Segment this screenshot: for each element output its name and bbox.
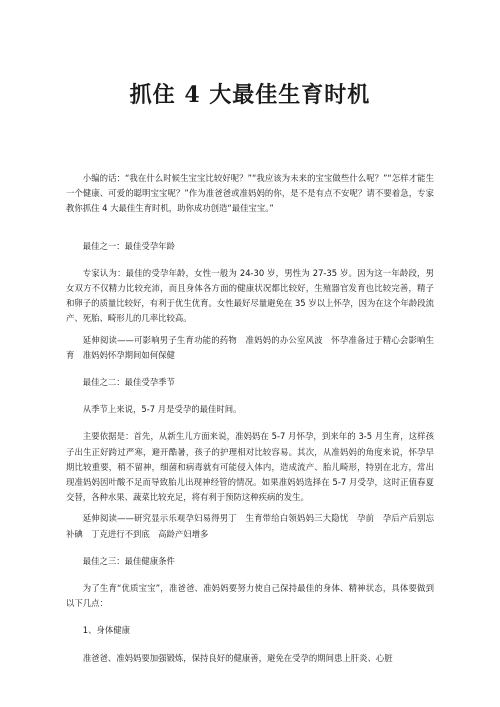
page-title: 抓住 4 大最佳生育时机	[129, 82, 371, 108]
section-2-heading: 最佳之二：最佳受孕季节	[82, 377, 175, 388]
section-1-heading: 最佳之一：最佳受孕年龄	[82, 240, 175, 251]
section-3-body: 为了生育“优质宝宝”，准爸爸、准妈妈要努力使自己保持最佳的身体、精神状态，具体要做到以下几点：	[66, 583, 434, 609]
section-2-related-links: 延伸阅读——研究显示乐观孕妇易得男丁 生育带给白领妈妈三大隐忧 孕前 孕后产后别忘补碘 丁克进行不到底 高龄产妇增多	[66, 513, 434, 539]
section-1-related-links: 延伸阅读——可影响男子生育功能的药物 准妈妈的办公室风波 怀孕准备过于精心会影响生育 准妈妈怀孕期间如何保健	[66, 334, 434, 360]
section-3-heading: 最佳之三：最佳健康条件	[82, 555, 175, 566]
intro-paragraph: 小编的话：“我在什么时候生宝宝比较好呢？”“我应该为未来的宝宝做些什么呢？”“怎样才能生一个健康、可爱的聪明宝宝呢？”作为准爸爸或准妈妈的你，是不是有点不安呢？请不要着急，专家教你抓住 4 大最佳生育时机，助你成功创造“最佳宝宝。”	[66, 173, 434, 214]
section-3-item-1-heading: 1、身体健康	[82, 625, 130, 636]
section-2-body-2: 主要依据是：首先，从新生儿方面来说，准妈妈在 5-7 月怀孕，到来年的 3-5 月生育，这样孩子出生正好跨过严寒，避开酷暑，孩子的护理相对比较容易。其次，从准妈妈的角度来说，怀孕早期比较重要，稍不留神，细菌和病毒就有可能侵入体内，造成流产、胎儿畸形，特别在北方，常出现准妈妈因叶酸不足而导致胎儿出现神经管的情况。如果准妈妈选择在 5-7 月受孕，这时正值春夏交替，各种水果、蔬菜比较充足，将有利于预防这种疾病的发生。	[66, 431, 434, 503]
section-2-body-1: 从季节上来说，5-7 月是受孕的最佳时间。	[82, 404, 242, 415]
section-1-body: 专家认为：最佳的受孕年龄，女性一般为 24-30 岁，男性为 27-35 岁。因为这一年龄段，男女双方不仅精力比较充沛，而且身体各方面的健康状况都比较好，生殖器官发育也比较完善，精子和卵子的质量比较好，有利于优生优育。女性最好尽量避免在 35 岁以上怀孕，因为在这个年龄段流产、死胎、畸形儿的几率比较高。	[66, 267, 434, 324]
section-3-item-1-body: 准爸爸、准妈妈要加强锻炼，保持良好的健康善，避免在受孕的期间患上肝炎、心脏	[82, 652, 393, 663]
